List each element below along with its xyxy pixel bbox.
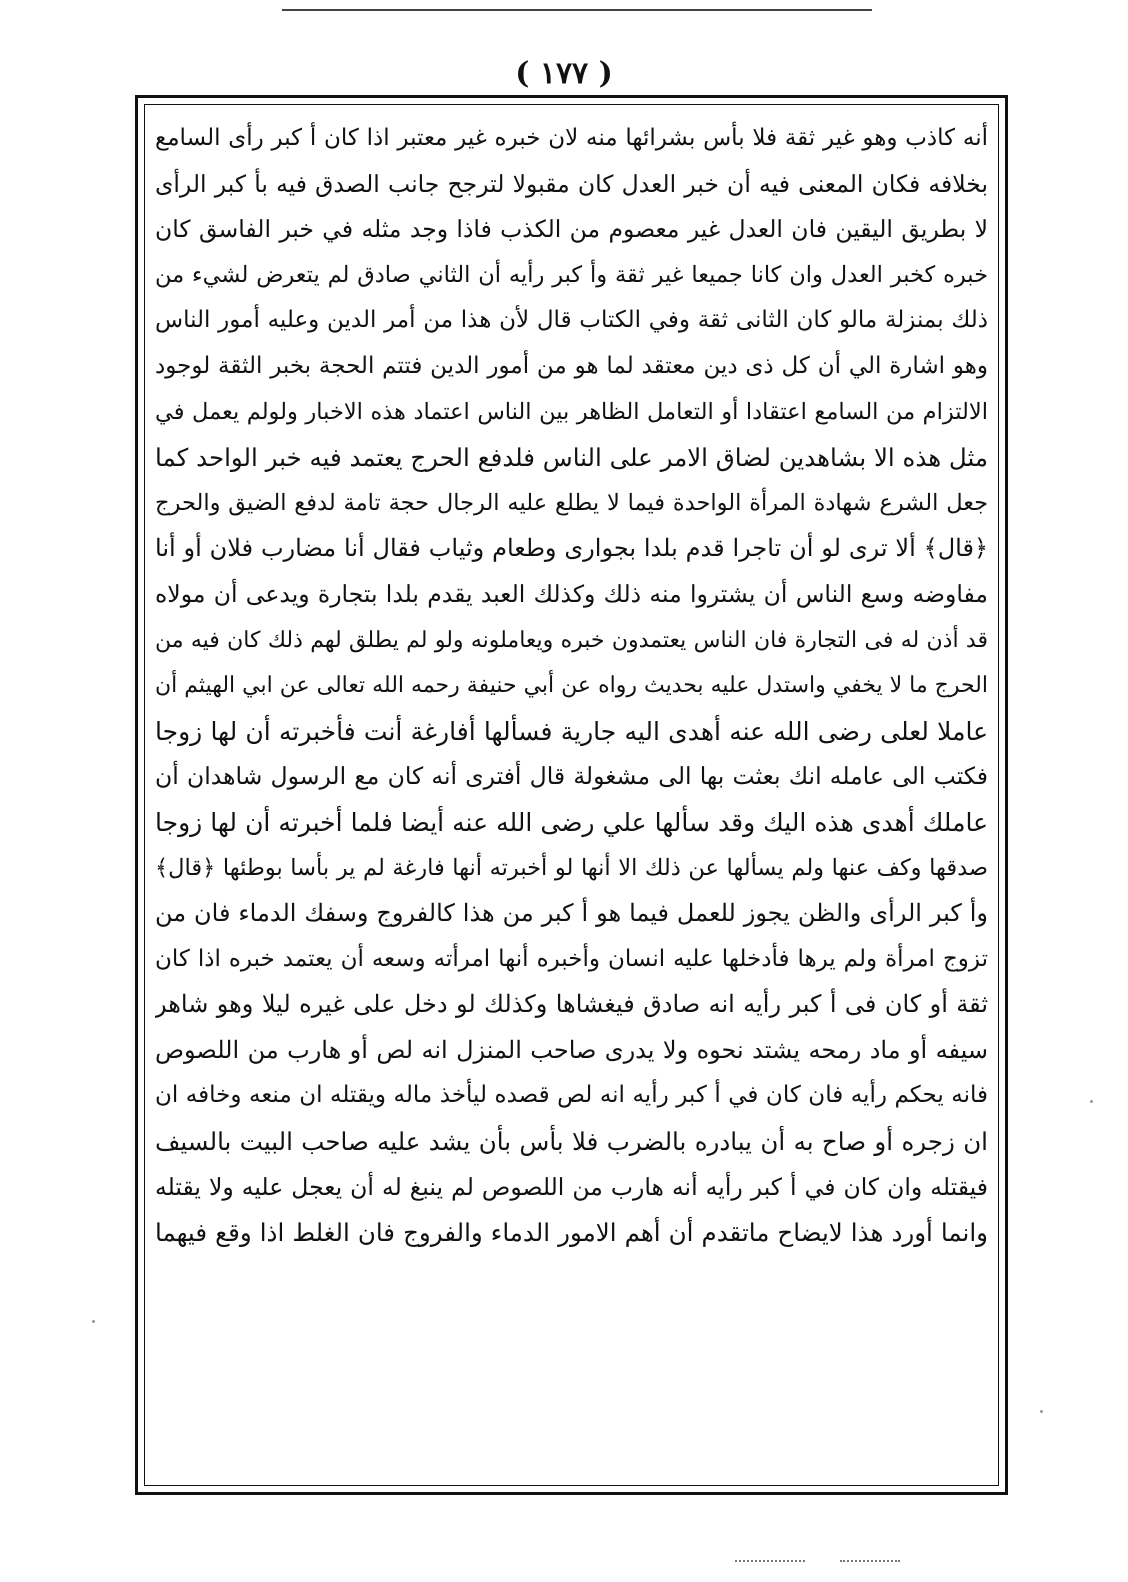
scan-speck bbox=[1040, 1410, 1043, 1413]
text-line: ثقة أو كان فى أ كبر رأيه انه صادق فيغشاها وكذلك لو دخل على غيره ليلا وهو شاهر bbox=[155, 990, 988, 1019]
text-line: الالتزام من السامع اعتقادا أو التعامل الظاهر بين الناس اعتماد هذه الاخبار ولولم يعمل في bbox=[155, 398, 988, 425]
text-line: سيفه أو ماد رمحه يشتد نحوه ولا يدرى صاحب المنزل انه لص أو هارب من اللصوص bbox=[155, 1035, 988, 1064]
text-line: عاملك أهدى هذه اليك وقد سألها علي رضى الله عنه أيضا فلما أخبرته أن لها زوجا bbox=[155, 807, 988, 837]
text-line: ان زجره أو صاح به أن يبادره بالضرب فلا بأس بأن يشد عليه صاحب البيت بالسيف bbox=[155, 1127, 988, 1157]
text-line: فيقتله وان كان في أ كبر رأيه أنه هارب من اللصوص لم ينبغ له أن يعجل عليه ولا يقتله bbox=[155, 1172, 988, 1201]
scan-speck bbox=[1090, 1100, 1093, 1103]
text-line: عاملا لعلى رضى الله عنه أهدى اليه جارية فسألها أفارغة أنت فأخبرته أن لها زوجا bbox=[155, 716, 988, 746]
text-line: وانما أورد هذا لايضاح ماتقدم أن أهم الامور الدماء والفروج فان الغلط اذا وقع فيهما bbox=[155, 1218, 988, 1248]
text-line: بخلافه فكان المعنى فيه أن خبر العدل كان مقبولا لترجح جانب الصدق فيه بأ كبر الرأى bbox=[155, 169, 988, 198]
text-line: الحرج ما لا يخفي واستدل عليه بحديث رواه عن أبي حنيفة رحمه الله تعالى عن ابي الهيثم أن bbox=[155, 673, 988, 699]
text-line: فانه يحكم رأيه فان كان في أ كبر رأيه انه لص قصده ليأخذ ماله ويقتله ان منعه وخافه ان bbox=[155, 1082, 988, 1109]
text-line: تزوج امرأة ولم يرها فأدخلها عليه انسان وأخبره أنها امرأته وسعه أن يعتمد خبره اذا كان bbox=[155, 945, 988, 972]
text-line: قد أذن له فى التجارة فان الناس يعتمدون خبره ويعاملونه ولو لم يطلق لهم ذلك كان فيه من bbox=[155, 627, 988, 653]
text-line: وهو اشارة الي أن كل ذى دين معتقد لما هو من أمور الدين فتتم الحجة بخبر الثقة لوجود bbox=[155, 352, 988, 379]
text-line: خبره كخبر العدل وان كانا جميعا غير ثقة وأ كبر رأيه أن الثاني صادق لم يتعرض لشيء من bbox=[155, 261, 988, 288]
text-line: جعل الشرع شهادة المرأة الواحدة فيما لا يطلع عليه الرجال حجة تامة لدفع الضيق والحرج bbox=[155, 489, 988, 516]
text-line: أنه كاذب وهو غير ثقة فلا بأس بشرائها منه لان خبره غير معتبر اذا كان أ كبر رأى السامع bbox=[155, 125, 988, 151]
text-line: وأ كبر الرأى والظن يجوز للعمل فيما هو أ كبر من هذا كالفروج وسفك الدماء فان من bbox=[155, 899, 988, 928]
text-line: لا بطريق اليقين فان العدل غير معصوم من الكذب فاذا وجد مثله في خبر الفاسق كان bbox=[155, 215, 988, 244]
bottom-scan-mark bbox=[840, 1560, 900, 1562]
text-line: مفاوضه وسع الناس أن يشتروا منه ذلك وكذلك العبد يقدم بلدا بتجارة ويدعى أن مولاه bbox=[155, 579, 988, 608]
text-line: ﴿قال﴾ ألا ترى لو أن تاجرا قدم بلدا بجوارى وطعام وثياب فقال أنا مضارب فلان أو أنا bbox=[155, 534, 988, 563]
text-line: صدقها وكف عنها ولم يسألها عن ذلك الا أنها لو أخبرته أنها فارغة لم ير بأسا بوطئها ﴿قال﴾ bbox=[155, 854, 988, 881]
text-line: ذلك بمنزلة مالو كان الثانى ثقة وفي الكتاب قال لأن هذا من أمر الدين وعليه أمور الناس bbox=[155, 307, 988, 334]
body-text bbox=[155, 116, 988, 1256]
text-line: فكتب الى عامله انك بعثت بها الى مشغولة قال أفترى أنه كان مع الرسول شاهدان أن bbox=[155, 762, 988, 791]
bottom-scan-mark bbox=[735, 1560, 805, 1562]
text-line: مثل هذه الا بشاهدين لضاق الامر على الناس فلدفع الحرج يعتمد فيه خبر الواحد كما bbox=[155, 443, 988, 473]
scan-speck bbox=[92, 1320, 95, 1323]
page-number: ( ١٧٧ ) bbox=[515, 56, 613, 91]
top-rule bbox=[282, 9, 872, 11]
